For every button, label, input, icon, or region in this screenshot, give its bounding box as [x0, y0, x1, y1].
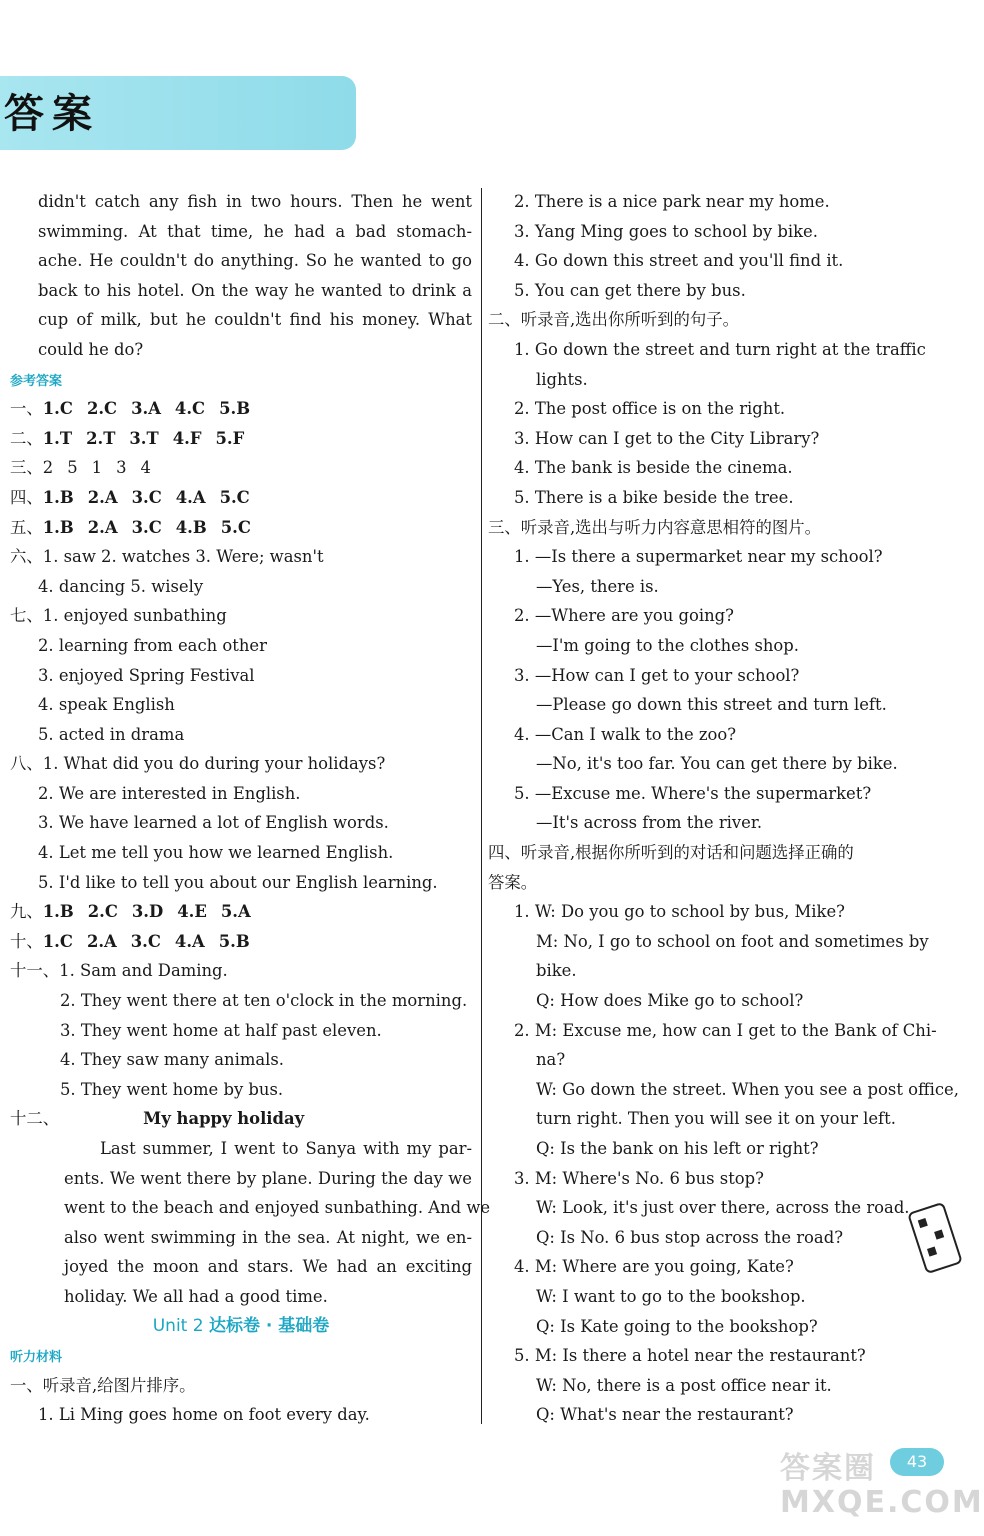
- answer-row: 3. We have learned a lot of English words.: [38, 813, 389, 833]
- story-line: swimming. At that time, he had a bad stomach-: [38, 221, 472, 241]
- section-heading: 三、听录音,选出与听力内容意思相符的图片。: [488, 517, 822, 537]
- answer-row: 5. I'd like to tell you about our English learning.: [38, 872, 438, 892]
- answer-row: 五、1.B 2.A 3.C 4.B 5.C: [10, 517, 251, 537]
- essay-line: went to the beach and enjoyed sunbathing. And we: [64, 1198, 491, 1218]
- answer-row: 2. We are interested in English.: [38, 783, 301, 803]
- essay-line: joyed the moon and stars. We had an exciting: [64, 1257, 472, 1277]
- dialogue-line: 5. M: Is there a hotel near the restaurant?: [514, 1346, 866, 1366]
- dialogue-line: Q: How does Mike go to school?: [536, 991, 804, 1011]
- answer-row: 三、2 5 1 3 4: [10, 458, 151, 478]
- question-line: 3. How can I get to the City Library?: [514, 428, 820, 448]
- right-column: [488, 187, 959, 1430]
- question-line: lights.: [536, 369, 588, 389]
- answer-row: 一、1.C 2.C 3.A 4.C 5.B: [10, 399, 251, 419]
- column-divider: [481, 188, 482, 1424]
- dialogue-line: W: No, there is a post office near it.: [536, 1375, 832, 1395]
- essay-line: ents. We went there by plane. During the day we: [64, 1168, 472, 1188]
- answer-row: 4. dancing 5. wisely: [38, 576, 204, 596]
- dialogue-line: —It's across from the river.: [536, 813, 763, 833]
- story-line: ache. He couldn't do anything. So he wanted to go: [38, 251, 472, 271]
- essay-line: also went swimming in the sea. At night, we en-: [64, 1227, 472, 1247]
- question-line: 4. Go down this street and you'll find it.: [514, 251, 844, 271]
- story-line: back to his hotel. On the way he wanted to drink a: [38, 280, 472, 300]
- dialogue-line: bike.: [536, 961, 577, 981]
- left-column: [10, 187, 491, 1430]
- question-line: 4. The bank is beside the cinema.: [514, 458, 793, 478]
- page-title: 答案: [4, 91, 100, 137]
- dialogue-line: —No, it's too far. You can get there by bike.: [536, 754, 898, 774]
- dialogue-line: W: Go down the street. When you see a post office,: [536, 1079, 959, 1099]
- dialogue-line: 5. —Excuse me. Where's the supermarket?: [514, 783, 872, 803]
- watermark: 答案圈 MXQE.COM: [780, 1451, 984, 1520]
- answer-row: 3. enjoyed Spring Festival: [38, 665, 255, 685]
- dialogue-line: Q: What's near the restaurant?: [536, 1405, 794, 1425]
- essay-title: My happy holiday: [143, 1109, 305, 1129]
- essay-line: holiday. We all had a good time.: [64, 1286, 328, 1306]
- dialogue-line: W: Look, it's just over there, across the road.: [536, 1198, 910, 1218]
- answer-row: 5. acted in drama: [38, 724, 185, 744]
- dialogue-line: 2. —Where are you going?: [514, 606, 734, 626]
- answer-row: 5. They went home by bus.: [60, 1079, 284, 1099]
- story-line: could he do?: [38, 339, 144, 359]
- answer-row: 4. speak English: [38, 695, 175, 715]
- dialogue-line: Q: Is No. 6 bus stop across the road?: [536, 1227, 843, 1247]
- listening-heading: 听力材料: [10, 1350, 63, 1366]
- reference-answers-heading: 参考答案: [10, 373, 63, 389]
- dialogue-line: —Yes, there is.: [536, 576, 659, 596]
- dialogue-line: 3. M: Where's No. 6 bus stop?: [514, 1168, 764, 1188]
- section-heading: 四、听录音,根据你所听到的对话和问题选择正确的: [488, 843, 854, 863]
- dialogue-line: 1. —Is there a supermarket near my school?: [514, 547, 883, 567]
- answer-row: 七、1. enjoyed sunbathing: [10, 606, 227, 626]
- question-line: 2. The post office is on the right.: [514, 399, 786, 419]
- dialogue-line: 2. M: Excuse me, how can I get to the Bank of Chi-: [514, 1020, 937, 1040]
- essay-heading: 十二、 My happy holiday: [10, 1104, 472, 1134]
- dialogue-line: —Please go down this street and turn left.: [536, 695, 887, 715]
- answer-row: 八、1. What did you do during your holidays?: [10, 754, 386, 774]
- question-line: 1. Go down the street and turn right at the traffic: [514, 339, 926, 359]
- story-line: cup of milk, but he couldn't find his money. What: [38, 310, 472, 330]
- section-heading: 答案。: [488, 872, 538, 892]
- question-line: 1. Li Ming goes home on foot every day.: [38, 1405, 370, 1425]
- unit-title: Unit 2 达标卷 · 基础卷: [152, 1315, 330, 1336]
- dialogue-line: 4. —Can I walk to the zoo?: [514, 724, 737, 744]
- dialogue-line: Q: Is Kate going to the bookshop?: [536, 1316, 818, 1336]
- dialogue-line: Q: Is the bank on his left or right?: [536, 1139, 819, 1158]
- answer-row: 2. learning from each other: [38, 635, 267, 655]
- answer-row: 十一、1. Sam and Daming.: [10, 961, 228, 981]
- answer-row: 十、1.C 2.A 3.C 4.A 5.B: [10, 931, 250, 951]
- dialogue-line: 3. —How can I get to your school?: [514, 665, 800, 685]
- dialogue-line: M: No, I go to school on foot and sometimes by: [536, 931, 929, 951]
- section-heading: 一、听录音,给图片排序。: [10, 1375, 196, 1395]
- answer-row: 4. They saw many animals.: [60, 1050, 285, 1070]
- dialogue-line: turn right. Then you will see it on your left.: [536, 1109, 896, 1129]
- answer-row: 3. They went home at half past eleven.: [60, 1020, 382, 1040]
- answer-row: 六、1. saw 2. watches 3. Were; wasn't: [10, 547, 324, 567]
- question-line: 2. There is a nice park near my home.: [514, 192, 830, 211]
- dialogue-line: 1. W: Do you go to school by bus, Mike?: [514, 902, 845, 922]
- dialogue-line: na?: [536, 1050, 566, 1070]
- story-line: didn't catch any fish in two hours. Then he went: [38, 192, 472, 211]
- essay-line: Last summer, I went to Sanya with my par-: [100, 1139, 472, 1158]
- dialogue-line: 4. M: Where are you going, Kate?: [514, 1257, 794, 1277]
- answer-row: 二、1.T 2.T 3.T 4.F 5.F: [10, 428, 245, 448]
- section-heading: 二、听录音,选出你所听到的句子。: [488, 310, 740, 330]
- answer-row: 2. They went there at ten o'clock in the morning.: [60, 991, 468, 1011]
- answer-row: 4. Let me tell you how we learned English.: [38, 843, 394, 863]
- question-line: 3. Yang Ming goes to school by bike.: [514, 221, 818, 241]
- answer-row: 四、1.B 2.A 3.C 4.A 5.C: [10, 487, 250, 507]
- answer-row: 九、1.B 2.C 3.D 4.E 5.A: [10, 902, 251, 922]
- dialogue-line: —I'm going to the clothes shop.: [536, 635, 799, 655]
- question-line: 5. There is a bike beside the tree.: [514, 487, 794, 507]
- question-line: 5. You can get there by bus.: [514, 280, 746, 300]
- page-number: 43: [890, 1448, 944, 1476]
- dialogue-line: W: I want to go to the bookshop.: [536, 1286, 806, 1306]
